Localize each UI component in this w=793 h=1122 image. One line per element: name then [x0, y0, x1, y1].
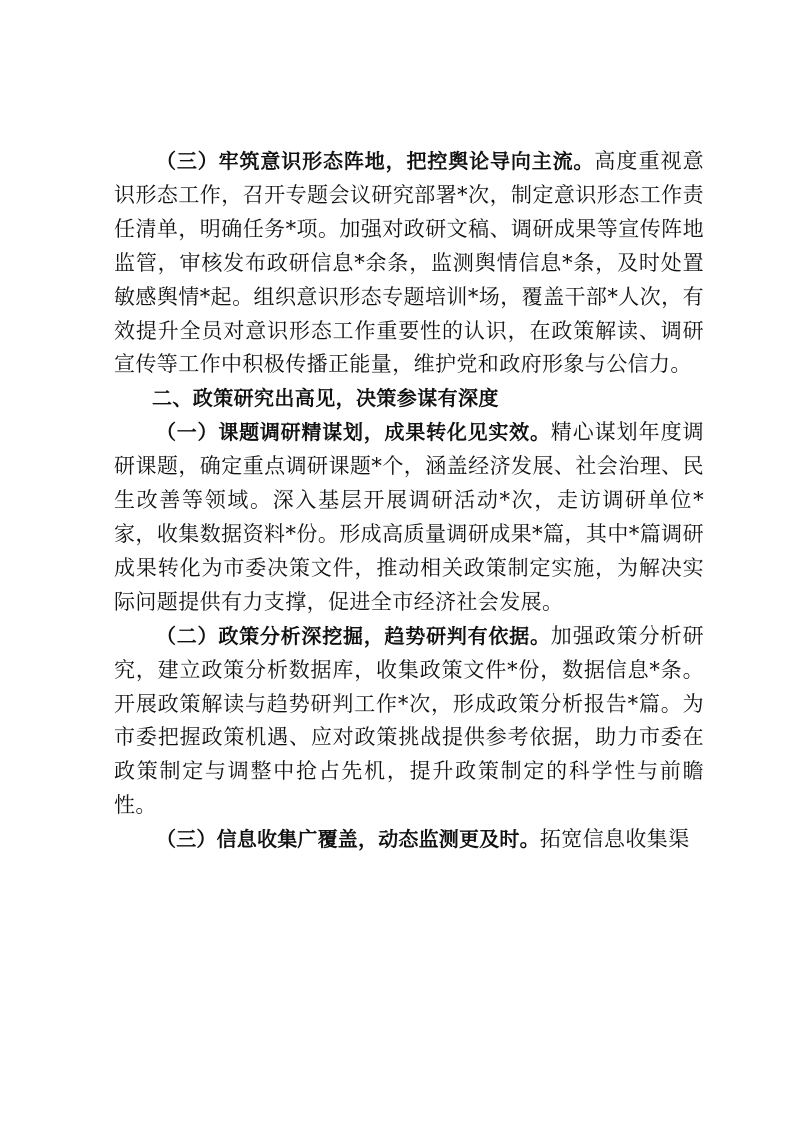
paragraph-lead-information-collection: （三）信息收集广覆盖，动态监测更及时。 — [156, 827, 540, 852]
document-body — [114, 145, 704, 857]
paragraph-lead-policy-analysis: （二）政策分析深挖掘，趋势研判有依据。 — [156, 623, 551, 648]
paragraph-body-ideology-position: 高度重视意识形态工作，召开专题会议研究部署*次，制定意识形态工作责任清单，明确任务*项。加强对政研文稿、调研成果等宣传阵地监管，审核发布政研信息*余条，监测舆情信息*条，及时处置敏感舆情*起。组织意识形态专题培训*场，覆盖干部*人次，有效提升全员对意识形态工作重要性的认识，在政策解读、调研宣传等工作中积极传播正能量，维护党和政府形象与公信力。 — [114, 149, 704, 377]
paragraph-body-policy-analysis: 加强政策分析研究，建立政策分析数据库，收集政策文件*份，数据信息*条。开展政策解读与趋势研判工作*次，形成政策分析报告*篇。为市委把握政策机遇、应对政策挑战提供参考依据，助力市委在政策制定与调整中抢占先机，提升政策制定的科学性与前瞻性。 — [114, 623, 704, 818]
paragraph-ideology-position — [114, 145, 704, 382]
paragraph-body-information-collection: 拓宽信息收集渠 — [539, 827, 690, 852]
paragraph-information-collection — [114, 823, 704, 857]
paragraph-policy-analysis — [114, 620, 704, 823]
paragraph-research-topics — [114, 416, 704, 619]
paragraph-lead-research-topics: （一）课题调研精谋划，成果转化见实效。 — [156, 420, 551, 445]
paragraph-body-research-topics: 精心谋划年度调研课题，确定重点调研课题*个，涵盖经济发展、社会治理、民生改善等领域。深入基层开展调研活动*次，走访调研单位*家，收集数据资料*份。形成高质量调研成果*篇，其中*篇调研成果转化为市委决策文件，推动相关政策制定实施，为解决实际问题提供有力支撑，促进全市经济社会发展。 — [114, 420, 704, 614]
paragraph-lead-ideology-position: （三）牢筑意识形态阵地，把控舆论导向主流。 — [156, 149, 595, 173]
section-heading-policy-research: 二、政策研究出高见，决策参谋有深度 — [152, 386, 499, 411]
